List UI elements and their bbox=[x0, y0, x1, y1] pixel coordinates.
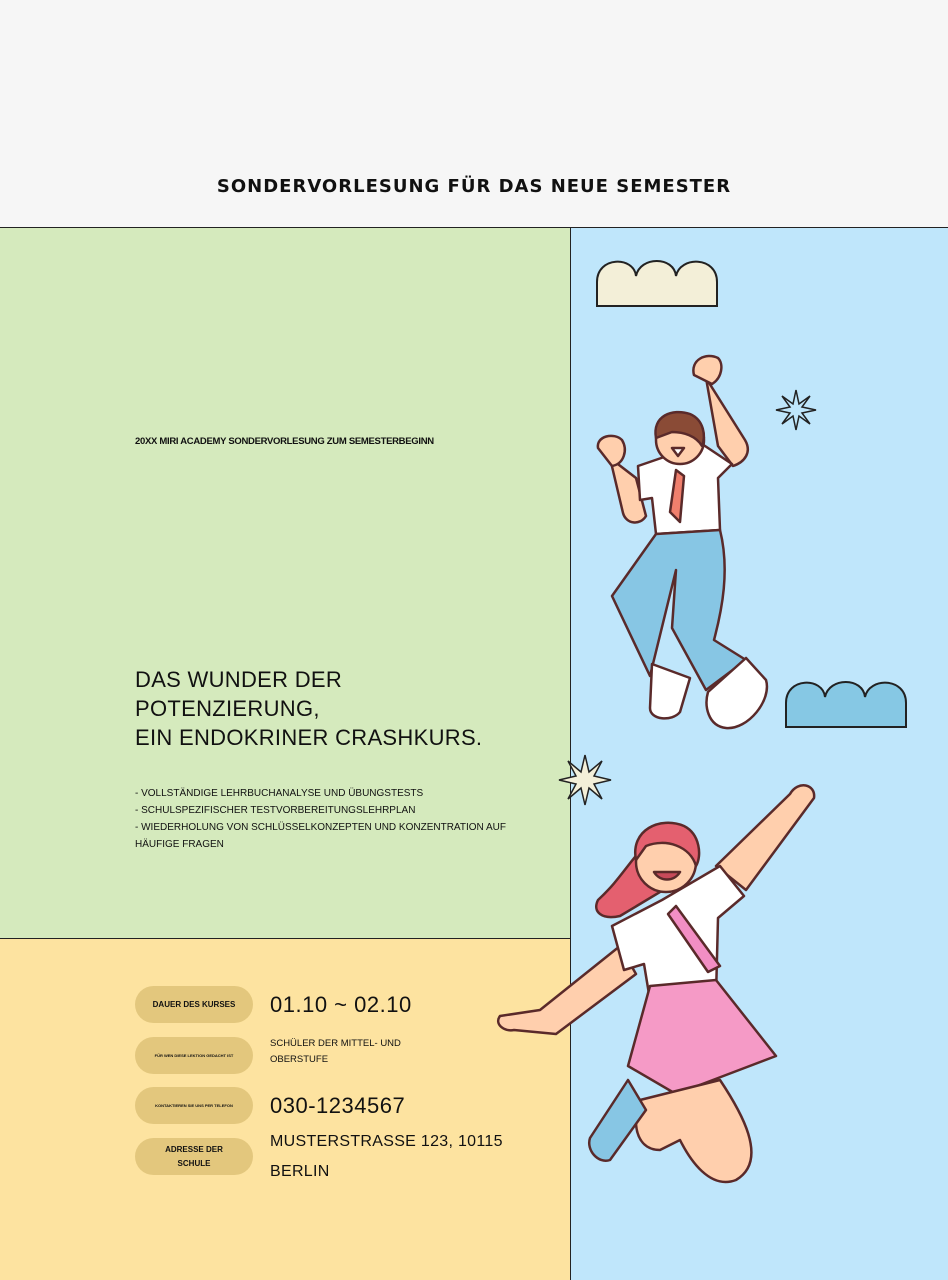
list-item: - VOLLSTÄNDIGE LEHRBUCHANALYSE UND ÜBUNGSTESTS bbox=[135, 788, 424, 799]
page-title: SONDERVORLESUNG FÜR DAS NEUE SEMESTER bbox=[216, 176, 732, 197]
cloud-icon bbox=[786, 682, 906, 727]
list-item: - WIEDERHOLUNG VON SCHLÜSSELKONZEPTEN UND KONZENTRATION AUF HÄUFIGE FRAGEN bbox=[135, 822, 506, 850]
girl-jumping-illustration bbox=[498, 785, 814, 1182]
sparkle-icon bbox=[776, 390, 816, 430]
sparkle-icon bbox=[559, 755, 611, 805]
cloud-icon bbox=[597, 261, 717, 306]
address-label: ADRESSE DER SCHULE bbox=[135, 1138, 253, 1175]
phone-label: KONTAKTIEREN SIE UNS PER TELEFON bbox=[135, 1087, 253, 1124]
address-value: MUSTERSTRASSE 123, 10115 BERLIN bbox=[270, 1133, 503, 1180]
audience-value: SCHÜLER DER MITTEL- UND OBERSTUFE bbox=[270, 1038, 401, 1065]
kicker-text: 20XX MIRI ACADEMY SONDERVORLESUNG ZUM SEMESTERBEGINN bbox=[135, 436, 434, 447]
duration-value: 01.10 ~ 02.10 bbox=[270, 992, 412, 1017]
audience-label: FÜR WEN DIESE LEKTION GEDACHT IST bbox=[135, 1037, 253, 1074]
boy-jumping-illustration bbox=[598, 356, 767, 728]
phone-value[interactable]: 030-1234567 bbox=[270, 1093, 406, 1118]
headline: DAS WUNDER DER POTENZIERUNG, EIN ENDOKRINER CRASHKURS. bbox=[135, 667, 483, 750]
duration-label: DAUER DES KURSES bbox=[135, 986, 253, 1023]
list-item: - SCHULSPEZIFISCHER TESTVORBEREITUNGSLEHRPLAN bbox=[135, 805, 416, 816]
